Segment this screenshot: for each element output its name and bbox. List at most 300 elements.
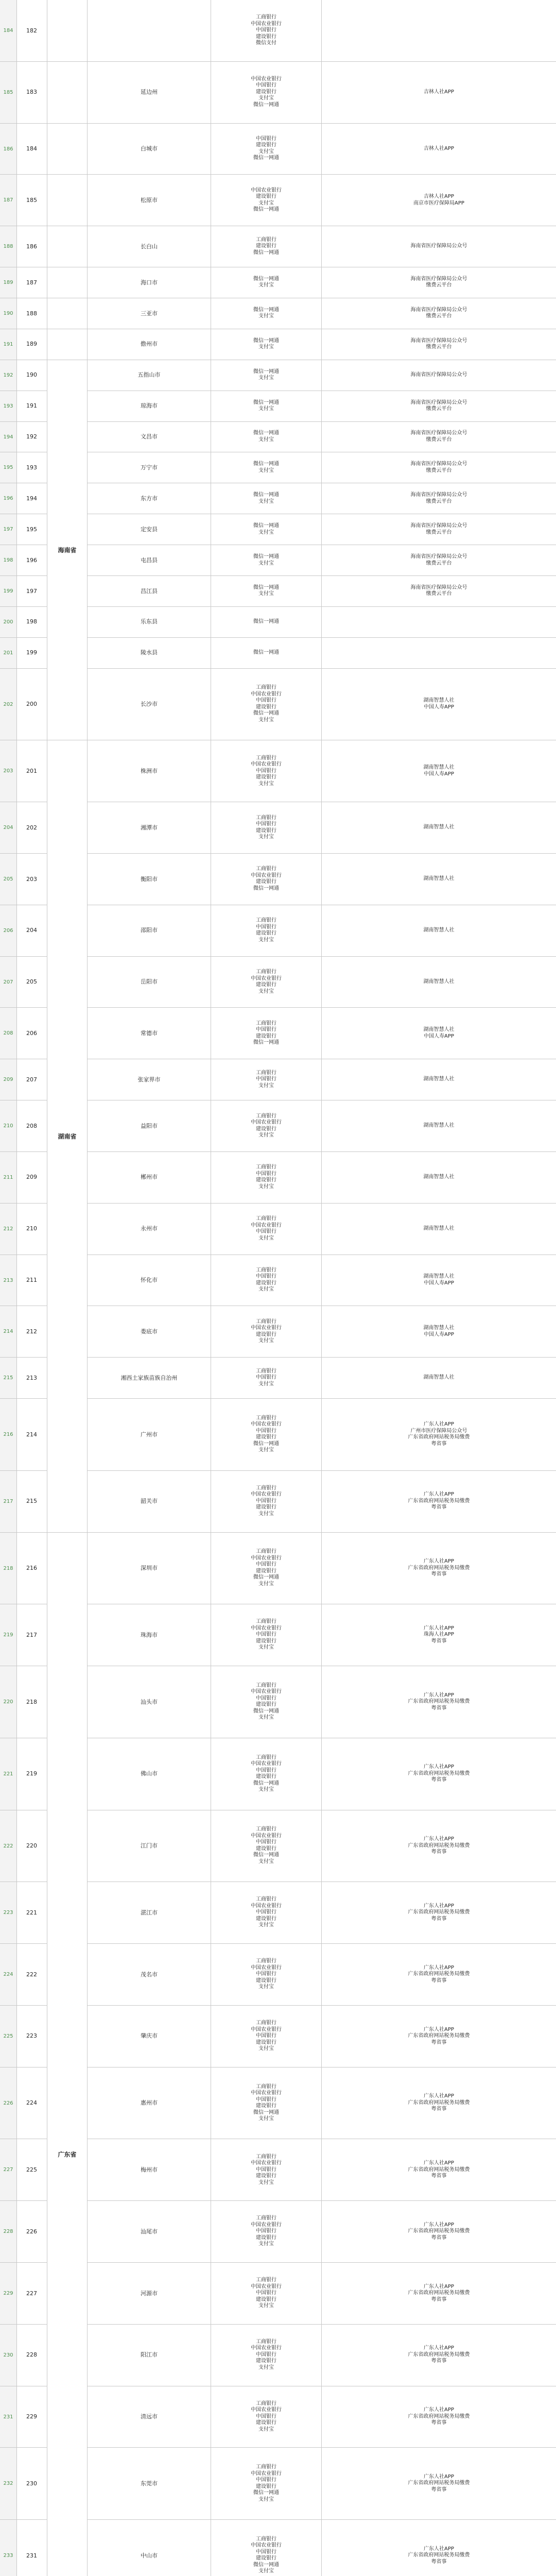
channel-line: 支付宝 <box>258 313 274 319</box>
table-row[interactable] <box>0 62 556 124</box>
city-cell[interactable]: 长白山 <box>88 226 211 267</box>
note-line: 湖南智慧人社 <box>423 1174 455 1180</box>
channel-line: 支付宝 <box>258 1183 274 1190</box>
note-cell[interactable] <box>322 2448 556 2519</box>
channel-cell[interactable] <box>211 226 322 267</box>
seq-cell[interactable]: 207 <box>16 1059 47 1100</box>
channel-cell[interactable] <box>211 1604 322 1666</box>
city-cell[interactable]: 湘潭市 <box>88 802 211 853</box>
note-cell[interactable] <box>322 545 556 575</box>
channel-cell[interactable] <box>211 2448 322 2519</box>
note-line: 广东人社APP <box>424 1836 454 1842</box>
channel-line: 微信一网通 <box>253 1440 279 1447</box>
note-line: 广东人社APP <box>424 2093 454 2099</box>
city-cell[interactable]: 衡阳市 <box>88 854 211 905</box>
city-cell[interactable]: 松原市 <box>88 175 211 226</box>
channel-cell[interactable] <box>211 0 322 61</box>
channel-cell[interactable] <box>211 545 322 575</box>
note-line: 广东人社APP <box>424 2222 454 2228</box>
province-cell[interactable] <box>47 124 88 175</box>
note-cell[interactable] <box>322 267 556 298</box>
province-merged-cell[interactable]: 广东省 <box>47 1533 88 2576</box>
channel-line: 建设银行 <box>256 2555 276 2562</box>
channel-line: 微信一网通 <box>253 2562 279 2568</box>
city-cell[interactable]: 株洲市 <box>88 740 211 802</box>
city-cell[interactable]: 邵阳市 <box>88 905 211 956</box>
channel-cell[interactable] <box>211 1944 322 2005</box>
channel-cell[interactable] <box>211 2386 322 2448</box>
seq-cell[interactable]: 225 <box>16 2139 47 2200</box>
channel-line: 微信一网通 <box>253 101 279 108</box>
seq-cell[interactable]: 182 <box>16 0 47 61</box>
channel-cell[interactable] <box>211 483 322 514</box>
channel-cell[interactable] <box>211 1059 322 1100</box>
channel-line: 支付宝 <box>258 282 274 289</box>
province-cell[interactable] <box>47 329 88 360</box>
city-cell[interactable]: 深圳市 <box>88 1533 211 1604</box>
channel-cell[interactable] <box>211 905 322 956</box>
seq-cell[interactable]: 227 <box>16 2263 47 2324</box>
channel-cell[interactable] <box>211 175 322 226</box>
seq-cell[interactable]: 209 <box>16 1152 47 1203</box>
province-cell[interactable] <box>47 226 88 267</box>
table-row[interactable] <box>0 329 556 360</box>
channel-line: 中国银行 <box>256 2413 276 2419</box>
channel-line: 微信一网通 <box>253 155 279 161</box>
note-line: 广东省政府网站税务局缴费 <box>408 1770 470 1776</box>
note-cell[interactable] <box>322 1471 556 1532</box>
channel-cell[interactable] <box>211 1100 322 1151</box>
channel-line: 微信一网通 <box>253 492 279 498</box>
city-cell[interactable]: 郴州市 <box>88 1152 211 1203</box>
city-cell[interactable]: 张家界市 <box>88 1059 211 1100</box>
channel-cell[interactable] <box>211 576 322 606</box>
note-cell[interactable] <box>322 1008 556 1059</box>
note-cell[interactable] <box>322 1152 556 1203</box>
channel-line: 支付宝 <box>258 988 274 994</box>
seq-cell[interactable]: 183 <box>16 62 47 123</box>
seq-cell[interactable]: 206 <box>16 1008 47 1059</box>
channel-cell[interactable] <box>211 1882 322 1943</box>
channel-line: 工商银行 <box>256 1958 276 1964</box>
channel-cell[interactable] <box>211 391 322 421</box>
channel-cell[interactable] <box>211 2067 322 2139</box>
channel-line: 微信一网通 <box>253 461 279 467</box>
city-cell[interactable]: 茂名市 <box>88 1944 211 2005</box>
channel-cell[interactable] <box>211 422 322 452</box>
city-cell[interactable]: 汕尾市 <box>88 2201 211 2262</box>
channel-cell[interactable] <box>211 1255 322 1306</box>
note-line: 缴费云平台 <box>426 529 452 535</box>
note-cell[interactable] <box>322 2201 556 2262</box>
row-number: 202 <box>3 701 13 707</box>
note-line: 海南省医疗保障局公众号 <box>410 554 467 560</box>
seq-cell[interactable]: 201 <box>16 740 47 802</box>
note-cell[interactable] <box>322 329 556 360</box>
seq-cell[interactable]: 231 <box>16 2520 47 2576</box>
note-cell[interactable] <box>322 2325 556 2386</box>
city-cell[interactable]: 长沙市 <box>88 669 211 740</box>
table-row[interactable] <box>0 0 556 62</box>
city-cell[interactable]: 永州市 <box>88 1204 211 1255</box>
channel-line: 中国农业银行 <box>251 2407 282 2413</box>
seq-cell[interactable]: 230 <box>16 2448 47 2519</box>
seq-cell[interactable]: 213 <box>16 1358 47 1398</box>
channel-line: 中国农业银行 <box>251 761 282 768</box>
note-line: 湖南智慧人社 <box>423 1225 455 1231</box>
seq-cell[interactable]: 218 <box>16 1666 47 1738</box>
seq-cell[interactable]: 211 <box>16 1255 47 1306</box>
channel-cell[interactable] <box>211 329 322 360</box>
note-cell[interactable] <box>322 2139 556 2200</box>
seq-cell[interactable]: 189 <box>16 329 47 360</box>
channel-line: 建设银行 <box>256 1033 276 1039</box>
note-cell[interactable] <box>322 1604 556 1666</box>
note-cell[interactable] <box>322 422 556 452</box>
note-cell[interactable] <box>322 0 556 61</box>
city-cell[interactable]: 怀化市 <box>88 1255 211 1306</box>
channel-line: 中国银行 <box>256 2228 276 2234</box>
city-cell[interactable]: 定安县 <box>88 514 211 545</box>
channel-cell[interactable] <box>211 854 322 905</box>
channel-line: 工商银行 <box>256 236 276 243</box>
row-number: 203 <box>3 768 13 774</box>
note-line: 粤省事 <box>431 1916 447 1922</box>
note-cell[interactable] <box>322 2263 556 2324</box>
channel-line: 中国银行 <box>256 2290 276 2296</box>
channel-cell[interactable] <box>211 1399 322 1470</box>
channel-line: 中国银行 <box>256 27 276 33</box>
note-cell[interactable] <box>322 2067 556 2139</box>
note-cell[interactable] <box>322 298 556 329</box>
seq-cell[interactable]: 212 <box>16 1306 47 1357</box>
note-line: 粤省事 <box>431 2558 447 2565</box>
seq-cell[interactable]: 196 <box>16 545 47 575</box>
seq-cell[interactable]: 226 <box>16 2201 47 2262</box>
channel-line: 工商银行 <box>256 2083 276 2090</box>
channel-line: 支付宝 <box>258 1338 274 1344</box>
city-cell[interactable]: 中山市 <box>88 2520 211 2576</box>
channel-line: 支付宝 <box>258 591 274 597</box>
note-line: 广东省政府网站税务局缴费 <box>408 1565 470 1571</box>
seq-cell[interactable]: 210 <box>16 1204 47 1255</box>
note-cell[interactable] <box>322 1100 556 1151</box>
channel-line: 工商银行 <box>256 1020 276 1026</box>
city-cell[interactable]: 昌江县 <box>88 576 211 606</box>
channel-cell[interactable] <box>211 62 322 123</box>
city-cell[interactable]: 清远市 <box>88 2386 211 2448</box>
seq-cell[interactable]: 191 <box>16 391 47 421</box>
seq-cell[interactable]: 214 <box>16 1399 47 1470</box>
note-cell[interactable] <box>322 1666 556 1738</box>
channel-line: 微信一网通 <box>253 1708 279 1714</box>
note-cell[interactable] <box>322 226 556 267</box>
channel-line: 中国农业银行 <box>251 1903 282 1909</box>
channel-cell[interactable] <box>211 1008 322 1059</box>
note-cell[interactable] <box>322 1399 556 1470</box>
channel-cell[interactable] <box>211 1471 322 1532</box>
seq-cell[interactable]: 187 <box>16 267 47 298</box>
city-cell[interactable]: 韶关市 <box>88 1471 211 1532</box>
channel-line: 工商银行 <box>256 1164 276 1171</box>
note-cell[interactable] <box>322 2386 556 2448</box>
channel-line: 建设银行 <box>256 1774 276 1780</box>
channel-cell[interactable] <box>211 740 322 802</box>
note-line: 湖南智慧人社 <box>423 978 455 985</box>
note-cell[interactable] <box>322 576 556 606</box>
seq-cell[interactable]: 228 <box>16 2325 47 2386</box>
note-cell[interactable] <box>322 124 556 175</box>
channel-line: 微信一网通 <box>253 1852 279 1858</box>
seq-cell[interactable]: 193 <box>16 452 47 483</box>
seq-cell[interactable]: 199 <box>16 638 47 668</box>
channel-line: 中国农业银行 <box>251 2222 282 2228</box>
note-line: 缴费云平台 <box>426 406 452 412</box>
city-cell[interactable]: 万宁市 <box>88 452 211 483</box>
note-cell[interactable] <box>322 740 556 802</box>
city-cell[interactable]: 三亚市 <box>88 298 211 329</box>
row-number: 223 <box>3 1910 13 1916</box>
channel-cell[interactable] <box>211 452 322 483</box>
note-cell[interactable] <box>322 1944 556 2005</box>
row-number: 216 <box>3 1432 13 1438</box>
channel-cell[interactable] <box>211 2263 322 2324</box>
seq-cell[interactable]: 205 <box>16 957 47 1008</box>
channel-cell[interactable] <box>211 1666 322 1738</box>
city-cell[interactable]: 延边州 <box>88 62 211 123</box>
seq-cell[interactable]: 185 <box>16 175 47 226</box>
channel-line: 中国农业银行 <box>251 1492 282 1498</box>
city-cell[interactable]: 常德市 <box>88 1008 211 1059</box>
note-cell[interactable] <box>322 2006 556 2067</box>
note-cell[interactable] <box>322 607 556 637</box>
channel-line: 微信一网通 <box>253 1040 279 1046</box>
note-cell[interactable] <box>322 1204 556 1255</box>
province-merged-cell[interactable]: 海南省 <box>47 360 88 741</box>
seq-cell[interactable]: 190 <box>16 360 47 391</box>
channel-line: 中国银行 <box>256 135 276 142</box>
seq-cell[interactable]: 216 <box>16 1533 47 1604</box>
seq-cell[interactable]: 186 <box>16 226 47 267</box>
table-row[interactable] <box>0 175 556 226</box>
channel-cell[interactable] <box>211 514 322 545</box>
province-cell[interactable] <box>47 267 88 298</box>
seq-cell[interactable]: 184 <box>16 124 47 175</box>
channel-cell[interactable] <box>211 1533 322 1604</box>
channel-line: 中国农业银行 <box>251 21 282 27</box>
note-line: 海南省医疗保障局公众号 <box>410 276 467 282</box>
city-cell[interactable]: 肇庆市 <box>88 2006 211 2067</box>
channel-cell[interactable] <box>211 802 322 853</box>
seq-cell[interactable]: 194 <box>16 483 47 514</box>
city-cell[interactable]: 珠海市 <box>88 1604 211 1666</box>
note-cell[interactable] <box>322 905 556 956</box>
seq-cell[interactable]: 229 <box>16 2386 47 2448</box>
note-cell[interactable] <box>322 638 556 668</box>
channel-line: 中国农业银行 <box>251 1222 282 1228</box>
channel-line: 建设银行 <box>256 1702 276 1708</box>
province-cell[interactable] <box>47 298 88 329</box>
note-cell[interactable] <box>322 1533 556 1604</box>
channel-line: 中国农业银行 <box>251 1421 282 1428</box>
note-line: 海南省医疗保障局公众号 <box>410 243 467 249</box>
channel-line: 微信一网通 <box>253 2109 279 2115</box>
city-cell[interactable]: 湘西土家族苗族自治州 <box>88 1358 211 1398</box>
note-line: 广州市医疗保障局公众号 <box>410 1428 467 1434</box>
channel-cell[interactable] <box>211 360 322 391</box>
channel-cell[interactable] <box>211 2139 322 2200</box>
channel-line: 工商银行 <box>256 2277 276 2283</box>
city-cell[interactable]: 汕头市 <box>88 1666 211 1738</box>
seq-cell[interactable]: 198 <box>16 607 47 637</box>
seq-cell[interactable]: 203 <box>16 854 47 905</box>
seq-cell[interactable]: 208 <box>16 1100 47 1151</box>
city-cell[interactable]: 娄底市 <box>88 1306 211 1357</box>
channel-cell[interactable] <box>211 2006 322 2067</box>
seq-cell[interactable]: 192 <box>16 422 47 452</box>
row-number: 217 <box>3 1498 13 1504</box>
seq-cell[interactable]: 197 <box>16 576 47 606</box>
note-line: 湖南智慧人社 <box>423 1274 455 1280</box>
note-cell[interactable] <box>322 957 556 1008</box>
note-line: 缴费云平台 <box>426 467 452 473</box>
channel-line: 支付宝 <box>258 498 274 504</box>
note-cell[interactable] <box>322 1882 556 1943</box>
channel-line: 中国银行 <box>256 698 276 704</box>
channel-line: 微信一网通 <box>253 710 279 717</box>
note-cell[interactable] <box>322 1810 556 1882</box>
city-cell[interactable]: 梅州市 <box>88 2139 211 2200</box>
channel-line: 微信一网通 <box>253 584 279 590</box>
channel-cell[interactable] <box>211 267 322 298</box>
city-cell[interactable]: 江门市 <box>88 1810 211 1882</box>
city-cell[interactable]: 东方市 <box>88 483 211 514</box>
note-cell[interactable] <box>322 62 556 123</box>
province-merged-cell[interactable]: 湖南省 <box>47 740 88 1532</box>
note-cell[interactable] <box>322 391 556 421</box>
city-cell[interactable]: 陵水县 <box>88 638 211 668</box>
row-number: 194 <box>3 434 13 440</box>
seq-cell[interactable]: 215 <box>16 1471 47 1532</box>
note-cell[interactable] <box>322 854 556 905</box>
seq-cell[interactable]: 200 <box>16 669 47 740</box>
channel-cell[interactable] <box>211 298 322 329</box>
city-cell[interactable]: 广州市 <box>88 1399 211 1470</box>
note-cell[interactable] <box>322 483 556 514</box>
channel-cell[interactable] <box>211 957 322 1008</box>
note-cell[interactable] <box>322 1358 556 1398</box>
city-cell[interactable]: 五指山市 <box>88 360 211 391</box>
channel-cell[interactable] <box>211 1306 322 1357</box>
province-cell[interactable] <box>47 175 88 226</box>
table-row[interactable] <box>0 298 556 329</box>
city-cell[interactable]: 琼海市 <box>88 391 211 421</box>
row-number: 214 <box>3 1329 13 1335</box>
row-number: 219 <box>3 1632 13 1638</box>
city-cell[interactable]: 儋州市 <box>88 329 211 360</box>
channel-line: 微信一网通 <box>253 619 279 625</box>
note-line: 海南省医疗保障局公众号 <box>410 461 467 467</box>
note-cell[interactable] <box>322 1059 556 1100</box>
city-cell[interactable]: 屯昌县 <box>88 545 211 575</box>
channel-line: 中国银行 <box>256 1971 276 1977</box>
province-cell[interactable] <box>47 62 88 123</box>
channel-cell[interactable] <box>211 669 322 740</box>
channel-cell[interactable] <box>211 1738 322 1810</box>
city-cell[interactable]: 益阳市 <box>88 1100 211 1151</box>
note-cell[interactable] <box>322 360 556 391</box>
seq-cell[interactable]: 224 <box>16 2067 47 2139</box>
note-line: 广东省政府网站税务局缴费 <box>408 1971 470 1977</box>
channel-line: 支付宝 <box>258 2496 274 2502</box>
city-cell[interactable]: 海口市 <box>88 267 211 298</box>
seq-cell[interactable]: 223 <box>16 2006 47 2067</box>
channel-cell[interactable] <box>211 1204 322 1255</box>
seq-cell[interactable]: 195 <box>16 514 47 545</box>
city-cell[interactable]: 阳江市 <box>88 2325 211 2386</box>
city-cell[interactable]: 岳阳市 <box>88 957 211 1008</box>
table-row[interactable] <box>0 124 556 175</box>
channel-cell[interactable] <box>211 2325 322 2386</box>
seq-cell[interactable]: 222 <box>16 1944 47 2005</box>
note-cell[interactable] <box>322 802 556 853</box>
city-cell[interactable]: 乐东县 <box>88 607 211 637</box>
note-line: 海南省医疗保障局公众号 <box>410 307 467 313</box>
note-cell[interactable] <box>322 175 556 226</box>
note-cell[interactable] <box>322 452 556 483</box>
channel-line: 建设银行 <box>256 1434 276 1440</box>
province-cell[interactable] <box>47 0 88 61</box>
channel-line: 支付宝 <box>258 200 274 206</box>
channel-cell[interactable] <box>211 1358 322 1398</box>
note-cell[interactable] <box>322 669 556 740</box>
channel-cell[interactable] <box>211 2520 322 2576</box>
channel-cell[interactable] <box>211 124 322 175</box>
city-cell[interactable]: 文昌市 <box>88 422 211 452</box>
note-cell[interactable] <box>322 514 556 545</box>
city-cell[interactable]: 河源市 <box>88 2263 211 2324</box>
seq-cell[interactable]: 217 <box>16 1604 47 1666</box>
row-number: 185 <box>3 89 13 95</box>
row-number: 232 <box>3 2481 13 2487</box>
note-cell[interactable] <box>322 2520 556 2576</box>
note-cell[interactable] <box>322 1738 556 1810</box>
seq-cell[interactable]: 219 <box>16 1738 47 1810</box>
city-cell[interactable]: 东莞市 <box>88 2448 211 2519</box>
seq-cell[interactable]: 188 <box>16 298 47 329</box>
note-line: 广东省政府网站税务局缴费 <box>408 1842 470 1849</box>
note-cell[interactable] <box>322 1306 556 1357</box>
note-cell[interactable] <box>322 1255 556 1306</box>
channel-cell[interactable] <box>211 607 322 637</box>
seq-cell[interactable]: 220 <box>16 1810 47 1882</box>
seq-cell[interactable]: 221 <box>16 1882 47 1943</box>
seq-cell[interactable]: 204 <box>16 905 47 956</box>
table-row[interactable] <box>0 226 556 267</box>
channel-cell[interactable] <box>211 2201 322 2262</box>
channel-cell[interactable] <box>211 1810 322 1882</box>
row-number: 209 <box>3 1077 13 1083</box>
channel-cell[interactable] <box>211 638 322 668</box>
city-cell[interactable]: 白城市 <box>88 124 211 175</box>
city-cell[interactable]: 惠州市 <box>88 2067 211 2139</box>
table-row[interactable] <box>0 267 556 298</box>
city-cell[interactable]: 湛江市 <box>88 1882 211 1943</box>
seq-cell[interactable]: 202 <box>16 802 47 853</box>
city-cell[interactable]: 佛山市 <box>88 1738 211 1810</box>
city-cell[interactable] <box>88 0 211 61</box>
channel-cell[interactable] <box>211 1152 322 1203</box>
